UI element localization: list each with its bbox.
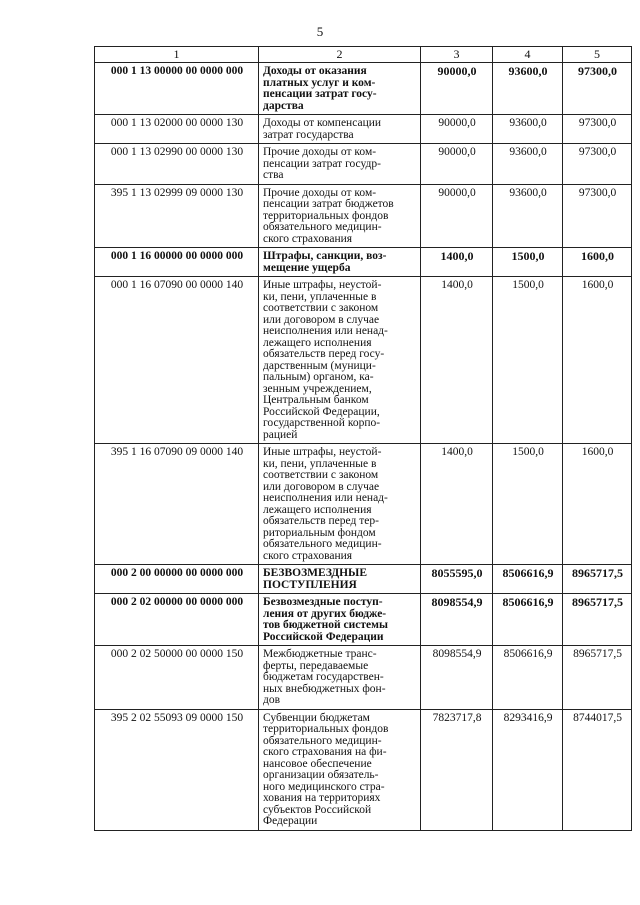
revenue-name-line: ПОСТУПЛЕНИЯ	[263, 578, 357, 591]
value-col-5: 97300,0	[563, 144, 632, 185]
value-col-3: 8055595,0	[421, 565, 493, 594]
revenue-name-line: мещение ущерба	[263, 261, 351, 274]
value-col-4: 8506616,9	[493, 565, 563, 594]
revenue-name-line: зенным учреждением,	[263, 382, 372, 395]
revenue-name	[259, 277, 421, 444]
value-col-3: 8098554,9	[421, 594, 493, 646]
value-col-5: 1600,0	[563, 277, 632, 444]
table-row	[95, 709, 632, 830]
value-col-4: 93600,0	[493, 115, 563, 144]
revenue-name-line: территориальных фондов	[263, 209, 389, 222]
value-col-3: 90000,0	[421, 115, 493, 144]
page-number: 5	[316, 24, 324, 39]
revenue-name-line: неисполнения или ненад-	[263, 325, 388, 337]
table-row	[95, 646, 632, 710]
revenue-name-line: затрат государства	[263, 128, 354, 141]
value-col-3: 90000,0	[421, 144, 493, 185]
revenue-name-line: территориальных фондов	[263, 723, 389, 735]
value-col-5: 1600,0	[563, 444, 632, 565]
revenue-name	[259, 184, 421, 248]
revenue-name-line: ферты, передаваемые	[263, 659, 369, 672]
revenue-name-line: ного медицинского стра-	[263, 780, 385, 793]
value-col-4: 8506616,9	[493, 594, 563, 646]
table-row	[95, 63, 632, 115]
revenue-name-line: бюджетам государствен-	[263, 671, 384, 683]
header-col-4: 4	[493, 47, 563, 63]
revenue-name-line: или договором в случае	[263, 313, 380, 326]
revenue-name-line: субъектов Российской	[263, 803, 372, 816]
revenue-name-line: пенсации затрат госудр-	[263, 157, 381, 170]
value-col-4: 1500,0	[493, 444, 563, 565]
revenue-name-line: ных внебюджетных фон-	[263, 682, 386, 695]
table-row	[95, 184, 632, 248]
table-row	[95, 594, 632, 646]
budget-code: 000 2 00 00000 00 0000 000	[95, 565, 259, 594]
revenue-name-line: Доходы от компенсации	[263, 117, 382, 129]
budget-code: 000 1 13 00000 00 0000 000	[95, 63, 259, 115]
revenue-name-line: организации обязатель-	[263, 769, 379, 781]
value-col-3: 90000,0	[421, 184, 493, 248]
revenue-name-line: нансовое обеспечение	[263, 757, 372, 770]
revenue-name-line: Штрафы, санкции, воз-	[263, 250, 387, 262]
revenue-name	[259, 594, 421, 646]
revenue-name-line: или договором в случае	[263, 480, 380, 493]
value-col-5: 8965717,5	[563, 646, 632, 710]
value-col-4: 93600,0	[493, 144, 563, 185]
revenue-name	[259, 115, 421, 144]
revenue-name-line: Прочие доходы от ком-	[263, 186, 377, 199]
table-row	[95, 565, 632, 594]
revenue-name-line: соответствии с законом	[263, 302, 379, 314]
revenue-name-line: Прочие доходы от ком-	[263, 146, 377, 158]
value-col-3: 90000,0	[421, 63, 493, 115]
revenue-name-line: тов бюджетной системы	[263, 619, 388, 631]
value-col-5: 1600,0	[563, 248, 632, 277]
revenue-name-line: Российской Федерации,	[263, 405, 380, 418]
revenue-name-line: Субвенции бюджетам	[263, 711, 370, 724]
revenue-name-line: дарства	[263, 99, 304, 112]
table-row	[95, 248, 632, 277]
revenue-name-line: обязательств перед госу-	[263, 348, 385, 360]
value-col-4: 8506616,9	[493, 646, 563, 710]
revenue-name-line: Иные штрафы, неустой-	[263, 446, 382, 458]
value-col-3: 1400,0	[421, 248, 493, 277]
revenue-name-line: БЕЗВОЗМЕЗДНЫЕ	[263, 567, 368, 579]
value-col-5: 97300,0	[563, 115, 632, 144]
revenue-name-line: Центральным банком	[263, 394, 369, 406]
revenue-name-line: Федерации	[263, 815, 318, 827]
revenue-name-line: ства	[263, 169, 284, 181]
revenue-name-line: обязательного медицин-	[263, 221, 382, 233]
revenue-name-line: государственной корпо-	[263, 417, 381, 429]
revenue-name-line: обязательного медицин-	[263, 538, 382, 550]
revenue-name-line: лежащего исполнения	[263, 336, 372, 349]
header-col-2: 2	[259, 47, 421, 63]
revenue-name	[259, 63, 421, 115]
budget-code: 000 1 16 07090 00 0000 140	[95, 277, 259, 444]
table-row	[95, 277, 632, 444]
header-row	[95, 47, 632, 63]
revenue-name-line: Межбюджетные транс-	[263, 648, 377, 660]
budget-code: 000 1 13 02990 00 0000 130	[95, 144, 259, 185]
revenue-name	[259, 444, 421, 565]
revenue-name-line: обязательств перед тер-	[263, 515, 379, 527]
revenue-name-line: ского страхования на фи-	[263, 746, 387, 758]
value-col-4: 8293416,9	[493, 709, 563, 830]
revenue-name-line: пальным) органом, ка-	[263, 371, 374, 383]
header-col-1: 1	[95, 47, 259, 63]
revenue-name-line: пенсации затрат бюджетов	[263, 198, 394, 210]
value-col-4: 1500,0	[493, 248, 563, 277]
budget-table	[94, 46, 632, 831]
revenue-name-line: ки, пени, уплаченные в	[263, 290, 377, 303]
revenue-name-line: лежащего исполнения	[263, 503, 372, 516]
table-row	[95, 144, 632, 185]
value-col-3: 1400,0	[421, 444, 493, 565]
value-col-5: 8965717,5	[563, 594, 632, 646]
revenue-name-line: дов	[263, 694, 281, 706]
revenue-name-line: рацией	[263, 428, 298, 441]
revenue-name	[259, 646, 421, 710]
revenue-name	[259, 709, 421, 830]
revenue-name-line: ки, пени, уплаченные в	[263, 457, 377, 470]
budget-code: 395 1 16 07090 09 0000 140	[95, 444, 259, 565]
revenue-name-line: Иные штрафы, неустой-	[263, 279, 382, 291]
value-col-5: 97300,0	[563, 63, 632, 115]
value-col-5: 97300,0	[563, 184, 632, 248]
value-col-3: 7823717,8	[421, 709, 493, 830]
budget-code: 000 1 13 02000 00 0000 130	[95, 115, 259, 144]
table-row	[95, 115, 632, 144]
budget-code: 395 1 13 02999 09 0000 130	[95, 184, 259, 248]
revenue-name	[259, 565, 421, 594]
value-col-4: 1500,0	[493, 277, 563, 444]
revenue-name-line: дарственным (муници-	[263, 359, 376, 372]
header-col-5: 5	[563, 47, 632, 63]
revenue-name-line: хования на территориях	[263, 792, 381, 804]
budget-code: 000 2 02 50000 00 0000 150	[95, 646, 259, 710]
table-body	[95, 63, 632, 831]
revenue-name-line: неисполнения или ненад-	[263, 492, 388, 504]
revenue-name-line: ления от других бюдже-	[263, 607, 387, 620]
budget-code: 395 2 02 55093 09 0000 150	[95, 709, 259, 830]
revenue-name-line: риториальным фондом	[263, 526, 376, 539]
budget-code: 000 1 16 00000 00 0000 000	[95, 248, 259, 277]
revenue-name-line: ского страхования	[263, 549, 353, 562]
value-col-4: 93600,0	[493, 63, 563, 115]
revenue-name-line: соответствии с законом	[263, 469, 379, 481]
header-col-3: 3	[421, 47, 493, 63]
value-col-3: 1400,0	[421, 277, 493, 444]
revenue-name-line: Доходы от оказания	[263, 65, 367, 77]
revenue-name-line: платных услуг и ком-	[263, 76, 376, 89]
revenue-name-line: Российской Федерации	[263, 630, 384, 643]
revenue-name-line: Безвозмездные поступ-	[263, 596, 383, 608]
value-col-5: 8965717,5	[563, 565, 632, 594]
value-col-3: 8098554,9	[421, 646, 493, 710]
revenue-name	[259, 248, 421, 277]
revenue-name-line: пенсации затрат госу-	[263, 88, 377, 100]
revenue-name-line: ского страхования	[263, 232, 353, 245]
budget-code: 000 2 02 00000 00 0000 000	[95, 594, 259, 646]
revenue-name-line: обязательного медицин-	[263, 734, 382, 747]
table-row	[95, 444, 632, 565]
revenue-name	[259, 144, 421, 185]
value-col-4: 93600,0	[493, 184, 563, 248]
value-col-5: 8744017,5	[563, 709, 632, 830]
